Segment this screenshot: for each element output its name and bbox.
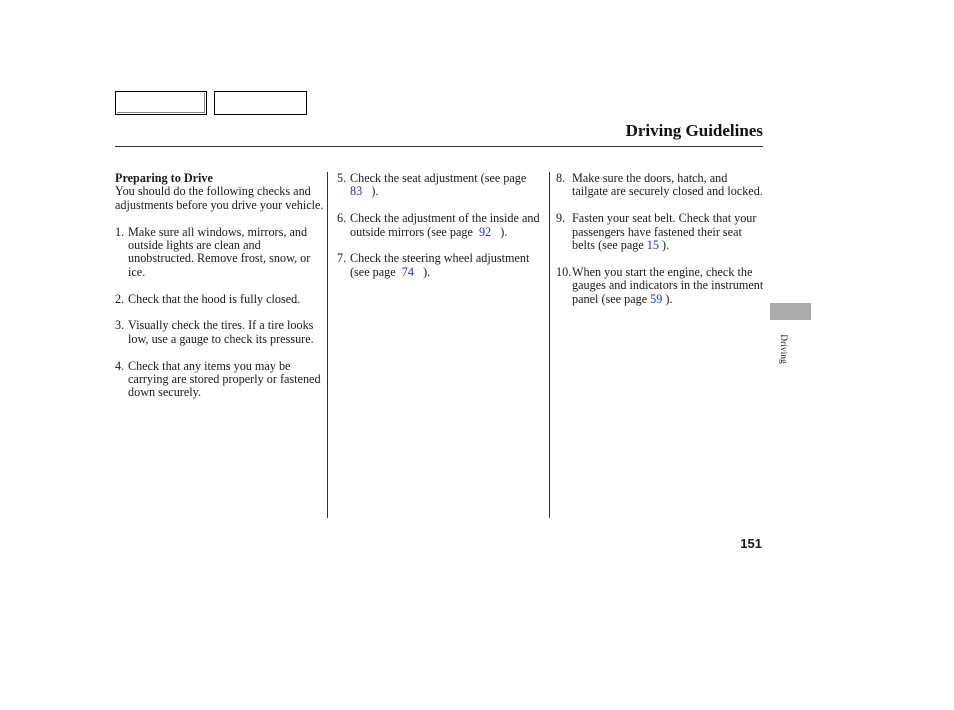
page-title: Driving Guidelines <box>625 121 763 140</box>
column-1 <box>115 172 327 413</box>
page-link-83[interactable]: 83 <box>350 184 363 199</box>
column-divider-2 <box>549 172 550 518</box>
page-number: 151 <box>740 536 762 551</box>
item-tail: ). <box>665 291 673 306</box>
item-text: Check that any items you may be carrying are stored properly or fastened down securely. <box>128 358 321 400</box>
list-item <box>337 172 543 199</box>
item-text: Visually check the tires. If a tire looks low, use a gauge to check its pressure. <box>128 318 314 346</box>
item-tail: ). <box>371 184 379 199</box>
item-text: Check the adjustment of the inside and outside mirrors (see page <box>350 211 540 239</box>
item-tail: ). <box>423 264 431 279</box>
item-number: 9. <box>556 211 566 226</box>
intro-paragraph: You should do the following checks and adjustments before you drive your vehicle. <box>115 184 324 212</box>
section-tab[interactable] <box>770 303 811 320</box>
list-item <box>115 293 327 306</box>
list-item <box>556 266 764 306</box>
next-page-button[interactable] <box>214 91 307 115</box>
list-item <box>115 319 327 346</box>
list-item <box>556 212 764 252</box>
item-number: 8. <box>556 171 566 185</box>
list-item <box>556 172 764 199</box>
column-divider-1 <box>327 172 328 518</box>
item-text: Make sure all windows, mirrors, and outside lights are clean and unobstructed. Remove frost, snow, or ice. <box>128 224 311 279</box>
item-text: Check the seat adjustment (see page <box>350 171 527 185</box>
page-link-15[interactable]: 15 <box>646 238 659 253</box>
item-number: 1. <box>115 224 125 239</box>
previous-page-button[interactable] <box>115 91 207 115</box>
item-text: Check that the hood is fully closed. <box>128 291 301 306</box>
page-link-92[interactable]: 92 <box>478 224 492 239</box>
section-tab-label: Driving <box>778 334 788 364</box>
list-item <box>337 252 543 279</box>
title-divider <box>115 146 763 147</box>
page-link-59[interactable]: 59 <box>650 291 663 306</box>
item-number: 7. <box>337 251 347 266</box>
item-text: Check the steering wheel adjustment (see page <box>350 251 530 279</box>
item-number: 4. <box>115 358 125 373</box>
item-tail: ). <box>662 238 670 253</box>
item-text: Fasten your seat belt. Check that your passengers have fastened their seat belts (see page <box>572 211 757 253</box>
column-3 <box>556 172 764 319</box>
list-item <box>337 212 543 239</box>
column-2 <box>337 172 543 293</box>
item-number: 3. <box>115 318 125 333</box>
item-tail: ). <box>500 224 508 239</box>
item-number: 5. <box>337 171 347 185</box>
item-number: 10. <box>556 264 572 279</box>
list-item <box>115 360 327 400</box>
item-text: When you start the engine, check the gauges and indicators in the instrument panel (see page <box>572 264 764 306</box>
item-text: Make sure the doors, hatch, and tailgate are securely closed and locked. <box>572 171 763 199</box>
item-number: 6. <box>337 211 347 226</box>
page-link-74[interactable]: 74 <box>401 264 414 279</box>
item-number: 2. <box>115 291 125 306</box>
list-item <box>115 226 327 280</box>
section-heading: Preparing to Drive <box>115 171 213 185</box>
